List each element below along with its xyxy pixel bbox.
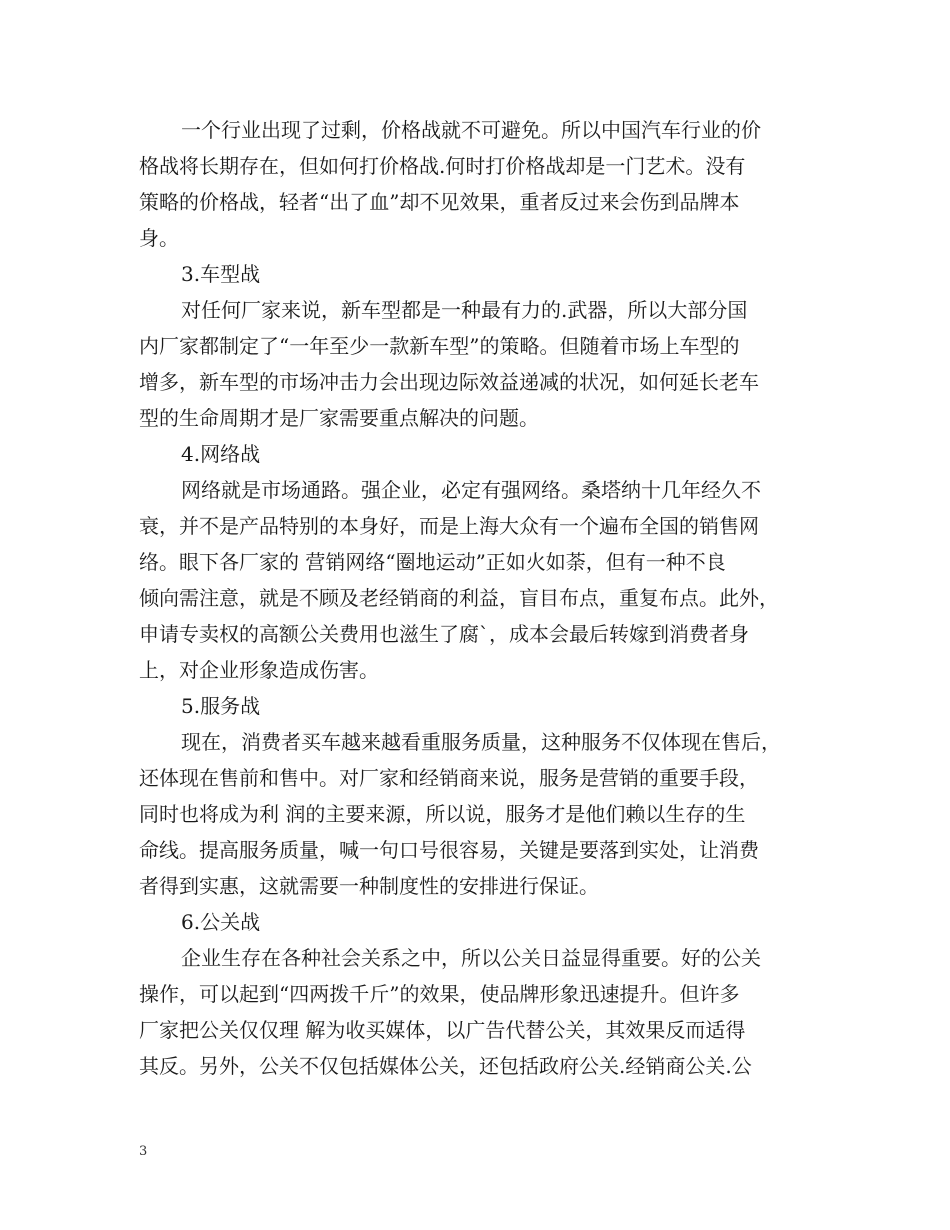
heading-text: 6.公关战 — [181, 910, 261, 934]
text-line: 厂家把公关仅仅理 解为收买媒体，以广告代替公关，其效果反而适得 — [139, 1018, 746, 1042]
paragraph — [139, 292, 821, 436]
text-line: 络。眼下各厂家的 营销网络“圈地运动”正如火如荼，但有一种不良 — [139, 550, 726, 574]
text-line: 倾向需注意，就是不顾及老经销商的利益，盲目布点，重复布点。此外， — [139, 586, 779, 610]
text-line: 策略的价格战，轻者“出了血”却不见效果，重者反过来会伤到品牌本 — [139, 190, 740, 214]
text-line: 网络就是市场通路。强企业，必定有强网络。桑塔纳十几年经久不 — [181, 478, 761, 502]
section-heading — [139, 688, 821, 724]
heading-text: 4.网络战 — [181, 442, 261, 466]
text-line: 其反。另外，公关不仅包括媒体公关，还包括政府公关.经销商公关.公 — [139, 1054, 752, 1078]
text-line: 者得到实惠，这就需要一种制度性的安排进行保证。 — [139, 874, 599, 898]
section-heading — [139, 256, 821, 292]
text-line: 格战将长期存在，但如何打价格战.何时打价格战却是一门艺术。没有 — [139, 154, 746, 178]
section-heading — [139, 904, 821, 940]
paragraph — [139, 940, 821, 1084]
text-line: 衰，并不是产品特别的本身好，而是上海大众有一个遍布全国的销售网 — [139, 514, 759, 538]
heading-text: 3.车型战 — [181, 262, 261, 286]
text-line: 还体现在售前和售中。对厂家和经销商来说，服务是营销的重要手段， — [139, 766, 759, 790]
section-heading — [139, 436, 821, 472]
text-line: 型的生命周期才是厂家需要重点解决的问题。 — [139, 406, 539, 430]
paragraph — [139, 472, 821, 688]
text-line: 内厂家都制定了“一年至少一款新车型”的策略。但随着市场上车型的 — [139, 334, 740, 358]
text-line: 身。 — [139, 226, 179, 250]
page-number: 3 — [139, 1144, 148, 1159]
text-line: 同时也将成为利 润的主要来源，所以说，服务才是他们赖以生存的生 — [139, 802, 746, 826]
document-body — [139, 112, 821, 1084]
text-line: 一个行业出现了过剩，价格战就不可避免。所以中国汽车行业的价 — [181, 118, 761, 142]
text-line: 企业生存在各种社会关系之中，所以公关日益显得重要。好的公关 — [181, 946, 761, 970]
text-line: 增多，新车型的市场冲击力会出现边际效益递减的状况，如何延长老车 — [139, 370, 759, 394]
text-line: 上，对企业形象造成伤害。 — [139, 658, 379, 682]
text-line: 命线。提高服务质量，喊一句口号很容易，关键是要落到实处，让消费 — [139, 838, 759, 862]
heading-text: 5.服务战 — [181, 694, 261, 718]
text-line: 对任何厂家来说，新车型都是一种最有力的.武器，所以大部分国 — [181, 298, 748, 322]
paragraph — [139, 112, 821, 256]
text-line: 现在，消费者买车越来越看重服务质量，这种服务不仅体现在售后， — [181, 730, 781, 754]
paragraph — [139, 724, 821, 904]
text-line: 操作，可以起到“四两拨千斤”的效果，使品牌形象迅速提升。但许多 — [139, 982, 740, 1006]
text-line: 申请专卖权的高额公关费用也滋生了腐`，成本会最后转嫁到消费者身 — [139, 622, 749, 646]
